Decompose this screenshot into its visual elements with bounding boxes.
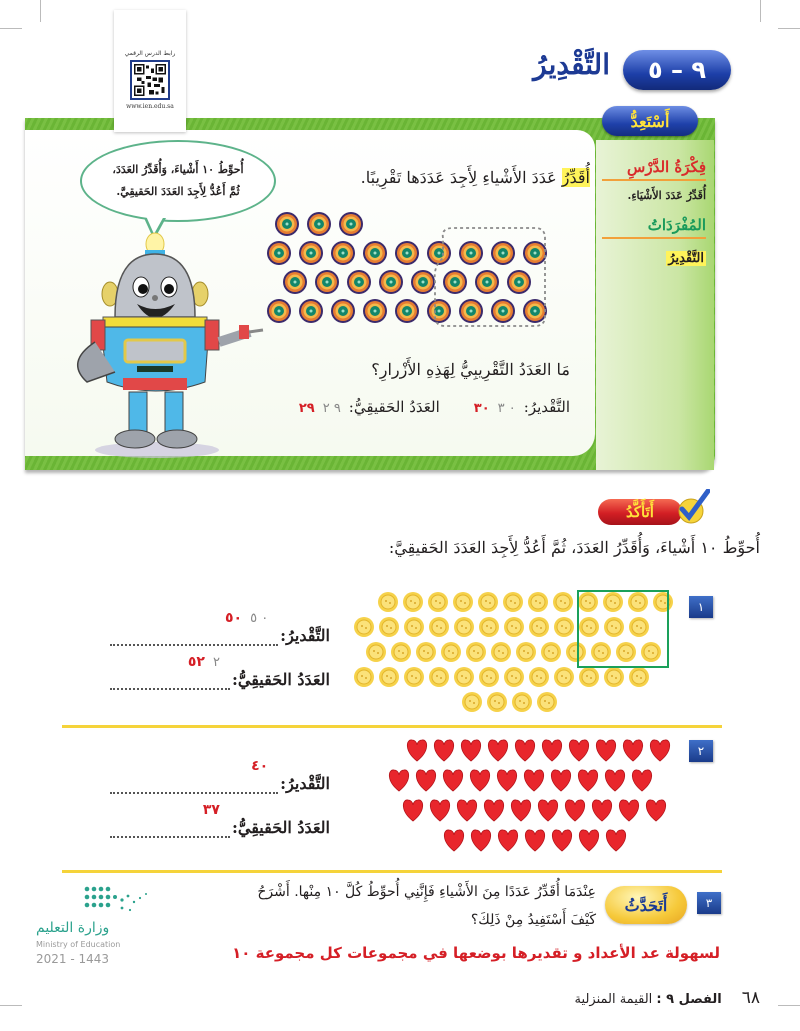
yellow-button-icon <box>379 617 399 637</box>
estimate-slot <box>225 610 268 626</box>
exercise-1-buttons <box>352 590 672 720</box>
lesson-number-badge: ٩ – ٥ <box>623 50 731 90</box>
button-item-icon <box>523 299 547 323</box>
yellow-button-icon <box>378 592 398 612</box>
yellow-button-icon <box>578 592 598 612</box>
qr-url[interactable]: www.ien.edu.sa <box>126 103 174 110</box>
yellow-button-icon <box>641 642 661 662</box>
estimate-dotted: ٠ ٣ <box>497 401 516 416</box>
exercise-2-answers <box>110 756 330 838</box>
yellow-button-icon <box>529 617 549 637</box>
yellow-button-icon <box>391 642 411 662</box>
ministry-name-en: Ministry of Education <box>36 940 121 949</box>
exercise-1-estimate-label: التَّقْديرُ: <box>280 626 330 645</box>
heart-icon <box>511 800 530 821</box>
button-item-icon <box>267 241 291 265</box>
estimate-label: التَّقْديرُ: <box>523 398 570 416</box>
yellow-button-icon <box>379 667 399 687</box>
yellow-button-icon <box>453 592 473 612</box>
heart-icon <box>606 830 625 851</box>
heart-icon <box>565 800 584 821</box>
exercise-number: ١ <box>689 596 713 618</box>
heart-icon <box>552 830 571 851</box>
yellow-button-icon <box>454 617 474 637</box>
heart-icon <box>578 770 597 791</box>
yellow-button-icon <box>653 592 673 612</box>
exercise-1-estimate-row <box>110 608 330 646</box>
qr-caption: رابط الدرس الرقمي <box>124 50 176 57</box>
intro-sentence <box>290 168 590 187</box>
heart-icon <box>498 830 517 851</box>
exercise-1-estimate-answer: ٥٠ <box>224 610 243 626</box>
heart-icon <box>416 770 435 791</box>
heart-icon <box>403 800 422 821</box>
yellow-button-icon <box>503 592 523 612</box>
crop-mark <box>760 0 761 22</box>
heart-icon <box>569 740 588 761</box>
yellow-button-icon <box>512 692 532 712</box>
page-number: ٦٨ <box>741 988 760 1008</box>
button-item-icon <box>347 270 371 294</box>
heart-icon <box>488 740 507 761</box>
yellow-button-icon <box>479 667 499 687</box>
exercise-2-actual-row <box>110 800 330 838</box>
intro-text: عَدَدَ الأَشْياءِ لِأَجِدَ عَدَدَها تَقْرِيبًا. <box>360 168 562 187</box>
button-item-icon <box>507 270 531 294</box>
heart-icon <box>650 740 669 761</box>
divider <box>62 870 722 873</box>
actual-line <box>110 800 230 838</box>
talk-badge: أَتَحَدَّثُ <box>605 886 687 924</box>
heart-icon <box>457 800 476 821</box>
intro-answer-row <box>260 398 570 416</box>
check-label: أَتَأَكَّدُ <box>598 499 682 525</box>
estimate-line <box>110 756 278 794</box>
exercise-number: ٣ <box>697 892 721 914</box>
button-item-icon <box>491 299 515 323</box>
button-item-icon <box>299 299 323 323</box>
button-item-icon <box>307 212 331 236</box>
actual-answer: ٢٩ <box>298 401 315 416</box>
ministry-year: 2021 - 1443 <box>36 952 110 966</box>
page-footer <box>575 988 760 1008</box>
intro-button-grid <box>265 210 555 328</box>
robot-mascot-icon <box>65 232 265 462</box>
vocabulary-word: التَّقْدِيرُ <box>668 251 704 266</box>
yellow-button-icon <box>529 667 549 687</box>
heart-icon <box>470 770 489 791</box>
get-ready-badge: أَسْتَعِدُّ <box>602 106 698 136</box>
talk-answer: لسهولة عد الأعداد و تقديرها بوضعها في مجموعات كل مجموعة ١٠ <box>232 944 720 962</box>
ministry-logo <box>30 884 154 970</box>
actual-slot <box>188 654 220 670</box>
heart-icon <box>389 770 408 791</box>
speech-bubble <box>80 140 276 222</box>
yellow-button-icon <box>479 617 499 637</box>
button-item-icon <box>427 241 451 265</box>
talk-question-line2: كَيْفَ أَسْتَفِيدُ مِنْ ذَلِكَ؟ <box>470 912 596 928</box>
exercise-2-estimate-answer: ٤٠ <box>251 758 269 774</box>
yellow-button-icon <box>554 617 574 637</box>
heart-icon <box>632 770 651 791</box>
button-item-icon <box>315 270 339 294</box>
exercise-2-actual-answer: ٣٧ <box>202 802 220 818</box>
yellow-button-icon <box>604 667 624 687</box>
exercise-2-estimate-row <box>110 756 330 794</box>
yellow-button-icon <box>591 642 611 662</box>
lesson-title: التَّقْدِيرُ <box>533 48 610 81</box>
yellow-button-icon <box>504 667 524 687</box>
yellow-button-icon <box>604 617 624 637</box>
yellow-button-icon <box>404 617 424 637</box>
yellow-button-icon <box>416 642 436 662</box>
ministry-dots-icon <box>82 884 152 916</box>
button-item-icon <box>523 241 547 265</box>
yellow-button-icon <box>462 692 482 712</box>
exercise-number: ٢ <box>689 740 713 762</box>
button-item-icon <box>427 299 451 323</box>
crop-mark <box>40 0 41 22</box>
check-badge <box>598 497 708 525</box>
heart-icon <box>434 740 453 761</box>
qr-code-icon[interactable] <box>130 60 170 100</box>
button-item-icon <box>379 270 403 294</box>
heart-icon <box>484 800 503 821</box>
ministry-name-ar: وزارة التعليم <box>36 920 110 936</box>
yellow-button-icon <box>554 667 574 687</box>
yellow-button-icon <box>579 617 599 637</box>
heart-icon <box>538 800 557 821</box>
yellow-button-icon <box>428 592 448 612</box>
yellow-button-icon <box>579 667 599 687</box>
exercise-2-actual-label: العَدَدُ الحَقيقِيُّ: <box>231 818 330 837</box>
yellow-button-icon <box>478 592 498 612</box>
button-item-icon <box>363 299 387 323</box>
exercise-2-hearts <box>380 735 670 860</box>
chapter-title: القيمة المنزلية <box>574 992 653 1007</box>
heart-icon <box>646 800 665 821</box>
yellow-button-icon <box>487 692 507 712</box>
checkmark-icon <box>676 489 710 525</box>
button-item-icon <box>283 270 307 294</box>
button-item-icon <box>459 299 483 323</box>
divider <box>62 725 722 728</box>
heart-icon <box>605 770 624 791</box>
button-item-icon <box>275 212 299 236</box>
crop-mark <box>778 28 800 29</box>
button-item-icon <box>363 241 387 265</box>
intro-question: مَا العَدَدُ التَّقْرِيبِيُّ لِهَذِهِ الأَزْرارِ؟ <box>371 360 570 379</box>
yellow-button-icon <box>528 592 548 612</box>
heart-icon <box>623 740 642 761</box>
vocabulary-heading: المُفْرَدَاتُ <box>602 216 706 239</box>
yellow-button-icon <box>404 667 424 687</box>
highlighted-word: أُقَدِّرُ <box>561 168 590 187</box>
yellow-button-icon <box>429 667 449 687</box>
yellow-button-icon <box>628 592 648 612</box>
button-item-icon <box>443 270 467 294</box>
heart-icon <box>592 800 611 821</box>
yellow-button-icon <box>354 617 374 637</box>
heart-icon <box>461 740 480 761</box>
actual-slot <box>203 802 220 818</box>
crop-mark <box>0 1005 22 1006</box>
exercise-1-estimate-dotted: ٠ ٥ <box>250 611 269 626</box>
speech-line: ثُمَّ أَعُدُّ لِأَجِدَ العَدَدَ الحَقيقِيَّ. <box>116 185 240 198</box>
heart-icon <box>542 740 561 761</box>
button-item-icon <box>395 241 419 265</box>
button-item-icon <box>331 299 355 323</box>
lesson-sidebar <box>596 140 714 470</box>
exercise-1-actual-dotted: ٢ <box>212 655 220 670</box>
speech-line: أُحوِّطُ ١٠ أَشْياءَ، وَأُقَدِّرُ العَدَدَ، <box>112 163 244 176</box>
yellow-button-icon <box>566 642 586 662</box>
yellow-button-icon <box>537 692 557 712</box>
estimate-slot <box>251 758 268 774</box>
button-item-icon <box>339 212 363 236</box>
yellow-button-icon <box>366 642 386 662</box>
yellow-button-icon <box>466 642 486 662</box>
heart-icon <box>407 740 426 761</box>
actual-label: العَدَدُ الحَقيقِيُّ: <box>348 398 440 416</box>
button-item-icon <box>331 241 355 265</box>
lesson-idea-text: أُقَدِّرُ عَدَدَ الأَشْيَاءِ. <box>627 189 706 202</box>
exercise-2-estimate-label: التَّقْديرُ: <box>280 774 330 793</box>
exercise-1-actual-answer: ٥٢ <box>187 654 205 670</box>
estimate-line <box>110 608 278 646</box>
button-item-icon <box>411 270 435 294</box>
heart-icon <box>619 800 638 821</box>
button-item-icon <box>267 299 291 323</box>
crop-mark <box>778 1005 800 1006</box>
heart-icon <box>497 770 516 791</box>
yellow-button-icon <box>354 667 374 687</box>
actual-dotted: ٩ ٢ <box>322 401 341 416</box>
exercise-1-actual-label: العَدَدُ الحَقيقِيُّ: <box>231 670 330 689</box>
yellow-button-icon <box>629 667 649 687</box>
estimate-answer: ٣٠ <box>473 401 490 416</box>
yellow-button-icon <box>541 642 561 662</box>
check-instruction: أُحوِّطُ ١٠ أَشْياءَ، وَأُقَدِّرُ العَدَدَ، ثُمَّ أَعُدُّ لِأَجِدَ العَدَدَ الحَقيقِيَّ: <box>388 538 760 557</box>
yellow-button-icon <box>553 592 573 612</box>
yellow-button-icon <box>454 667 474 687</box>
yellow-button-icon <box>603 592 623 612</box>
heart-icon <box>443 770 462 791</box>
heart-icon <box>515 740 534 761</box>
heart-icon <box>524 770 543 791</box>
heart-icon <box>525 830 544 851</box>
yellow-button-icon <box>491 642 511 662</box>
button-item-icon <box>395 299 419 323</box>
button-item-icon <box>475 270 499 294</box>
heart-icon <box>579 830 598 851</box>
chapter-label: الفصل ٩ : <box>656 992 722 1007</box>
button-item-icon <box>491 241 515 265</box>
yellow-button-icon <box>616 642 636 662</box>
exercise-1-answers <box>110 608 330 690</box>
yellow-button-icon <box>429 617 449 637</box>
yellow-button-icon <box>441 642 461 662</box>
crop-mark <box>0 28 22 29</box>
qr-tab[interactable] <box>114 10 186 132</box>
talk-question-line1: عِنْدَمَا أُقَدِّرُ عَدَدًا مِنَ الأَشْياءِ فَإِنَّنِي أُحوِّطُ كُلَّ ١٠ مِنْها. أَشْرَحُ <box>257 884 596 900</box>
exercise-1-actual-row <box>110 652 330 690</box>
lesson-idea-heading: فِكْرَةُ الدَّرْسِ <box>602 158 706 181</box>
yellow-button-icon <box>629 617 649 637</box>
button-item-icon <box>299 241 323 265</box>
yellow-button-icon <box>516 642 536 662</box>
actual-line <box>110 652 230 690</box>
yellow-button-icon <box>403 592 423 612</box>
heart-icon <box>471 830 490 851</box>
heart-icon <box>430 800 449 821</box>
heart-icon <box>444 830 463 851</box>
heart-icon <box>551 770 570 791</box>
button-item-icon <box>459 241 483 265</box>
heart-icon <box>596 740 615 761</box>
chapter-info <box>575 992 722 1007</box>
yellow-button-icon <box>504 617 524 637</box>
